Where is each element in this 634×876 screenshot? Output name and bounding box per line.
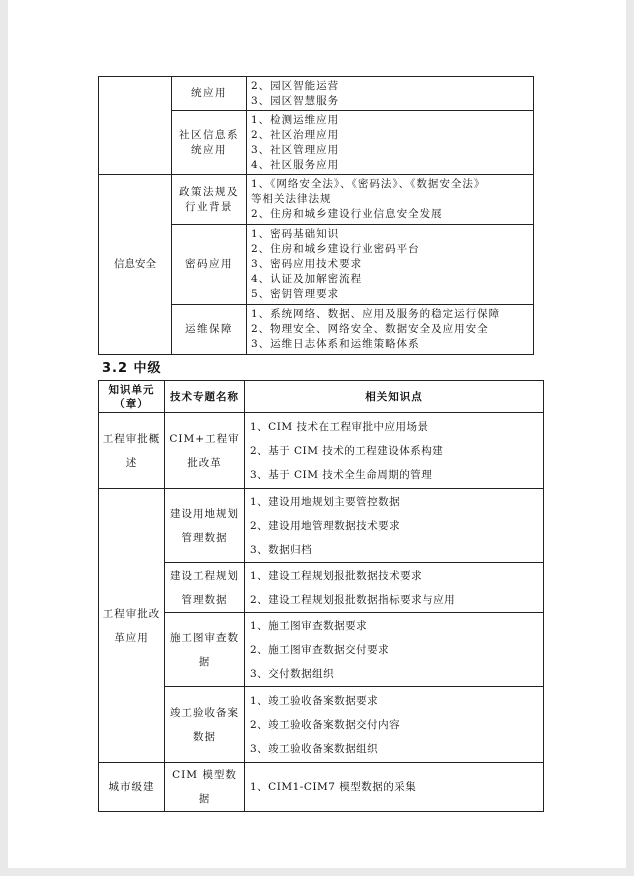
knowledge-point: 1、竣工验收备案数据要求: [250, 694, 379, 707]
topic-cell: 统应用: [172, 77, 247, 111]
knowledge-point: 3、运维日志体系和运维策略体系: [251, 338, 420, 350]
points-cell: [245, 687, 544, 763]
table-header-row: [99, 381, 544, 413]
knowledge-point: 4、认证及加解密流程: [251, 273, 363, 285]
table-row: [99, 687, 544, 763]
knowledge-point: 3、基于 CIM 技术全生命周期的管理: [250, 468, 433, 481]
topic-cell: 建设工程规划管理数据: [165, 563, 245, 613]
knowledge-point: 3、交付数据组织: [250, 667, 335, 680]
points-cell: [247, 225, 534, 305]
points-cell: [247, 111, 534, 175]
knowledge-point: 3、数据归档: [250, 543, 313, 556]
section-heading: 3.2 中级: [102, 361, 162, 376]
unit-cell: 工程审批概述: [99, 413, 165, 489]
points-cell: [247, 77, 534, 111]
table-row: [99, 77, 534, 111]
knowledge-point: 3、园区智慧服务: [251, 94, 340, 107]
knowledge-point: 2、建设工程规划报批数据指标要求与应用: [250, 593, 456, 606]
knowledge-point: 1、施工图审查数据要求: [250, 619, 368, 632]
table-row: [99, 413, 544, 489]
knowledge-point: 2、园区智能运营: [251, 79, 340, 92]
knowledge-point: 1、建设工程规划报批数据技术要求: [250, 569, 423, 582]
topic-cell: 密码应用: [172, 225, 247, 305]
knowledge-point: 2、住房和城乡建设行业密码平台: [251, 243, 420, 255]
points-cell: [247, 175, 534, 225]
knowledge-point: 3、社区管理应用: [251, 143, 340, 156]
knowledge-point: 2、施工图审查数据交付要求: [250, 643, 390, 656]
knowledge-point: 1、密码基础知识: [251, 228, 340, 240]
knowledge-point: 2、竣工验收备案数据交付内容: [250, 718, 401, 731]
header-unit: 知识单元（章）: [99, 381, 165, 413]
knowledge-point: 2、基于 CIM 技术的工程建设体系构建: [250, 444, 444, 457]
knowledge-point: 2、社区治理应用: [251, 128, 340, 141]
knowledge-point: 1、检测运维应用: [251, 113, 340, 126]
knowledge-point: 2、物理安全、网络安全、数据安全及应用安全: [251, 323, 489, 335]
unit-cell: [99, 77, 172, 175]
table-row: [99, 175, 534, 225]
header-topic: 技术专题名称: [165, 381, 245, 413]
knowledge-point: 1、《网络安全法》、《密码法》、《数据安全法》: [251, 178, 486, 190]
knowledge-point: 2、住房和城乡建设行业信息安全发展: [251, 208, 443, 220]
knowledge-point: 2、建设用地管理数据技术要求: [250, 519, 401, 532]
table-row: [99, 763, 544, 812]
knowledge-point: 1、CIM1-CIM7 模型数据的采集: [250, 781, 417, 793]
points-cell: [245, 489, 544, 563]
topic-cell: 社区信息系统应用: [172, 111, 247, 175]
table-row: [99, 489, 544, 563]
knowledge-point: 3、竣工验收备案数据组织: [250, 742, 379, 755]
points-cell: [245, 763, 544, 812]
topic-cell: 建设用地规划管理数据: [165, 489, 245, 563]
points-cell: [245, 613, 544, 687]
topic-cell: CIM+工程审批改革: [165, 413, 245, 489]
unit-cell: 工程审批改革应用: [99, 489, 165, 763]
knowledge-point: 5、密钥管理要求: [251, 288, 340, 300]
points-cell: [247, 305, 534, 355]
topic-cell: 政策法规及行业背景: [172, 175, 247, 225]
knowledge-point: 3、密码应用技术要求: [251, 258, 363, 270]
knowledge-point: 1、建设用地规划主要管控数据: [250, 495, 401, 508]
table-row: [99, 613, 544, 687]
topic-cell: 运维保障: [172, 305, 247, 355]
unit-cell: 信息安全: [99, 175, 172, 355]
topic-cell: CIM 模型数据: [165, 763, 245, 812]
topic-cell: 竣工验收备案数据: [165, 687, 245, 763]
points-cell: [245, 413, 544, 489]
document-page: [8, 0, 626, 868]
table-row: [99, 563, 544, 613]
unit-cell: 城市级建: [99, 763, 165, 812]
knowledge-table-continued: [98, 76, 534, 355]
knowledge-point: 等相关法律法规: [251, 193, 332, 205]
topic-cell: 施工图审查数据: [165, 613, 245, 687]
knowledge-point: 4、社区服务应用: [251, 158, 340, 171]
points-cell: [245, 563, 544, 613]
intermediate-knowledge-table: [98, 380, 544, 812]
header-points: 相关知识点: [245, 381, 544, 413]
knowledge-point: 1、CIM 技术在工程审批中应用场景: [250, 420, 429, 433]
knowledge-point: 1、系统网络、数据、应用及服务的稳定运行保障: [251, 308, 501, 320]
